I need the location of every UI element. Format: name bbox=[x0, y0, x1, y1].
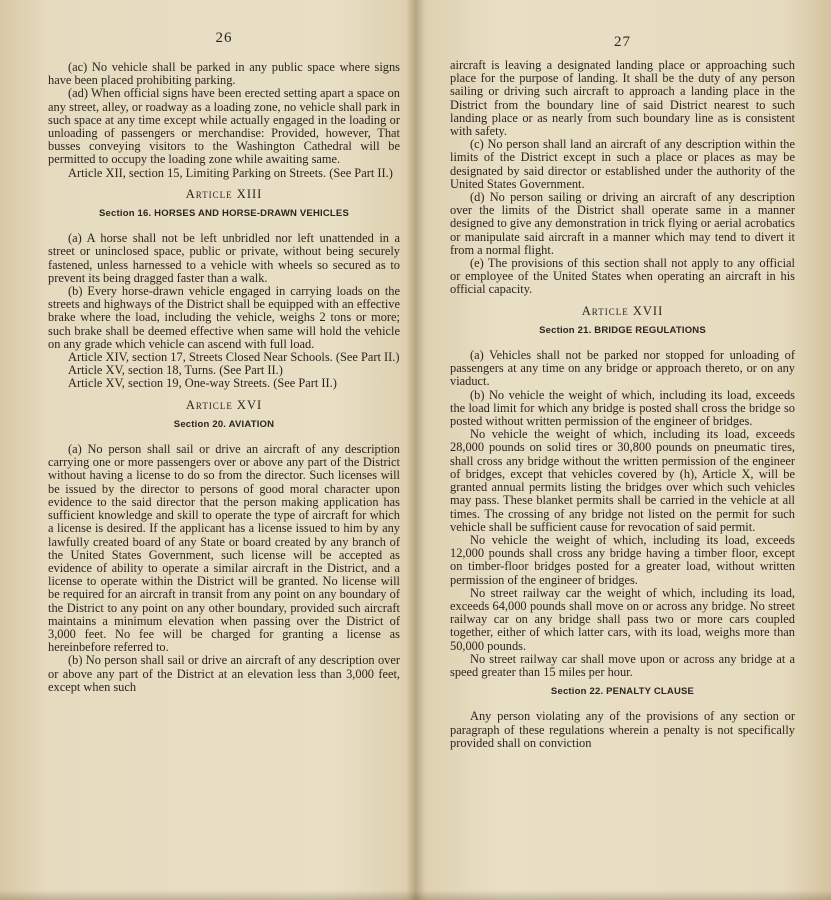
gutter-shadow bbox=[405, 0, 427, 900]
paragraph: Article XV, section 19, One-way Streets. (See Part II.) bbox=[68, 376, 337, 391]
article-heading: Article XIII bbox=[185, 186, 263, 201]
paragraph: No vehicle the weight of which, including its load, exceeds 12,000 pounds shall cross any bridge having a timber floor, except on timber-floor bridges posted for a greater load, without written permission of the engineer of bridges. bbox=[450, 532, 795, 587]
paragraph: (b) Every horse-drawn vehicle engaged in carrying loads on the streets and highways of the District shall be equipped with an effective brake where the load, including the vehicle, weighs 2 tons or more; such brake shall be deemed effective when same will hold the vehicle on any grade which vehicle can ascend with full load. bbox=[48, 284, 400, 351]
paragraph: No street railway car shall move upon or across any bridge at a speed greater than 15 miles per hour. bbox=[450, 651, 795, 679]
article-heading: Article XVII bbox=[581, 303, 664, 318]
paragraph: No vehicle the weight of which, including its load, exceeds 28,000 pounds on solid tires or 30,800 pounds on pneumatic tires, shall cross any bridge without the written permission of the engineer of bridges, except that vehicles covered by (h), Article X, will be granted annual permits listing the bridges over which such vehicles may pass. These blanket permits shall be carried in the vehicle at all times. The crossing of any bridge not listed on the permit for such vehicle shall be sufficient cause for revocation of said permit. bbox=[450, 427, 795, 534]
paragraph: (e) The provisions of this section shall not apply to any official or employee of the United States when operating an aircraft in his official capacity. bbox=[450, 256, 795, 297]
paragraph-continued: aircraft is leaving a designated landing place or approaching such place for the purpose of landing. It shall be the duty of any person sailing or driving such aircraft to approach a landing place in the District from the boundary line of said District nearest to such landing place or as nearly from such boundary line as is consistent with safety. bbox=[450, 58, 795, 139]
paragraph: (ad) When official signs have been erected setting apart a space on any street, alley, or roadway as a loading zone, no vehicle shall park in such space at any time except while actually engaged in the loading or unloading of passengers or merchandise: Provided, however, That busses conveying visitors to the Washington Cathedral will be permitted to occupy the loading zone while awaiting same. bbox=[48, 86, 400, 167]
paragraph: (a) No person shall sail or drive an aircraft of any description carrying one or more passengers over or above any part of the District without having a license to do so from the director. Such licenses will be issued by the director to persons of good moral character upon evidence to the said director that the person making application has sufficient knowledge and skill to operate the type of aircraft for which a license is desired. If the applicant has a license issued to him by any lawfully created board of any State or board created by any branch of the United States Government, such license will be accepted as evidence of ability to operate a similar aircraft in the District, and a license to operate within the District will be granted. No license will be required for an aircraft in transit from any point on any boundary of the District to any point on any other boundary, provided such aircraft maintains a minimum elevation when passing over the District of 3,000 feet. No fee will be charged for granting a license as hereinbefore referred to. bbox=[48, 442, 400, 655]
paragraph: (b) No person shall sail or drive an aircraft of any description over or above any part of the District at an elevation less than 3,000 feet, except when such bbox=[48, 653, 400, 694]
paragraph: Article XIV, section 17, Streets Closed Near Schools. (See Part II.) bbox=[68, 350, 400, 365]
left-page-text bbox=[48, 61, 400, 694]
section-heading: Section 22. PENALTY CLAUSE bbox=[550, 686, 695, 698]
section-heading: Section 21. BRIDGE REGULATIONS bbox=[539, 324, 706, 336]
page-bottom-edge bbox=[0, 890, 831, 900]
paragraph: (a) A horse shall not be left unbridled nor left unattended in a street or uninclosed space, public or private, without being securely fastened, unless harnessed to a vehicle with wheels so secured as to prevent its being dragged faster than a walk. bbox=[48, 231, 400, 285]
paragraph: Any person violating any of the provisions of any section or paragraph of these regulations wherein a penalty is not specifically provided shall on conviction bbox=[450, 709, 795, 750]
right-page bbox=[450, 0, 795, 900]
paragraph: (b) No vehicle the weight of which, including its load, exceeds the load limit for which any bridge is posted shall cross the bridge so posted without written permission of the engineer of bridges. bbox=[450, 387, 795, 429]
paragraph: Article XV, section 18, Turns. (See Part II.) bbox=[68, 363, 283, 378]
paragraph: Article XII, section 15, Limiting Parking on Streets. (See Part II.) bbox=[68, 165, 393, 180]
page-number-left: 26 bbox=[215, 30, 233, 46]
article-heading: Article XVI bbox=[185, 397, 263, 412]
section-heading: Section 20. AVIATION bbox=[173, 418, 275, 430]
right-page-text bbox=[450, 59, 795, 750]
paragraph: No street railway car the weight of which, including its load, exceeds 64,000 pounds shall move on or across any bridge. No street railway car on any bridge shall pass two or more cars coupled together, either of which latter cars, with its load, weighs more than 50,000 pounds. bbox=[450, 585, 795, 653]
page-number-right: 27 bbox=[614, 34, 631, 50]
paragraph: (c) No person shall land an aircraft of any description within the limits of the District except in such a place or places as may be designated by said director or established under the authority of the United States Government. bbox=[450, 137, 795, 191]
paragraph: (a) Vehicles shall not be parked nor stopped for unloading of passengers at any time on any bridge or approach thereto, or on any viaduct. bbox=[450, 348, 795, 389]
paragraph: (ac) No vehicle shall be parked in any public space where signs have been placed prohibiting parking. bbox=[48, 60, 400, 88]
section-heading: Section 16. HORSES AND HORSE-DRAWN VEHICLES bbox=[98, 208, 349, 220]
paragraph: (d) No person sailing or driving an aircraft of any description over the limits of the District shall operate same in a manner designed to give any demonstration in trick flying or aerial acrobatics or manipulate said aircraft in a manner which may tend to divert it from a normal flight. bbox=[450, 190, 795, 257]
left-page bbox=[48, 0, 400, 900]
